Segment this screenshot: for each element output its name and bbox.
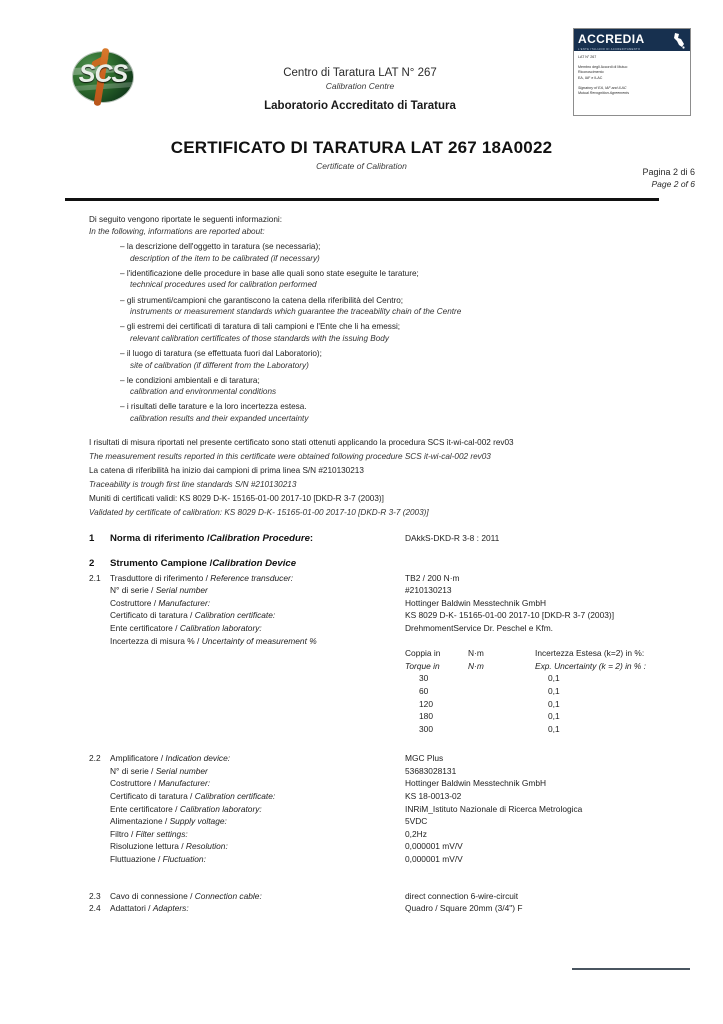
accredia-wordmark-bar <box>574 29 690 51</box>
spec-label-en: Connection cable: <box>194 890 262 901</box>
section-2-3-2-4 <box>89 890 723 915</box>
spec-label-it: Incertezza di misura % / <box>110 635 202 646</box>
spec-label-it: Certificato di taratura / <box>110 791 195 802</box>
accredia-line-it-1: Membro degli Accordi di Mutuo <box>578 65 628 70</box>
page-number <box>642 166 695 190</box>
cell-uncertainty: 0,1 <box>548 711 560 722</box>
section-1-number: 1 <box>89 532 95 544</box>
spec-row <box>89 572 723 585</box>
column-header-unit-it: N·m <box>468 648 484 659</box>
spec-row <box>89 622 723 635</box>
uncertainty-table <box>405 647 723 735</box>
list-item <box>120 295 723 318</box>
section-2-4-number: 2.4 <box>89 903 101 914</box>
spec-label-it: Cavo di connessione / <box>110 890 195 901</box>
section-2-label-it: Strumento Campione / <box>110 557 213 569</box>
section-2-2-number: 2.2 <box>89 753 101 764</box>
spec-label-en: Indication device: <box>165 753 231 764</box>
bullet-en: technical procedures used for calibration performed <box>130 280 317 290</box>
spec-value: TB2 / 200 N·m <box>405 572 460 583</box>
spec-label-it: Costruttore / <box>110 597 159 608</box>
intro-block <box>89 214 723 237</box>
section-2-label-en: Calibration Device <box>212 557 297 569</box>
traceability-line: La catena di riferibilità ha inizio dai campioni di prima linea S/N #210130213 <box>89 465 364 475</box>
bullet-en: site of calibration (if different from the Laboratory) <box>130 360 309 370</box>
bullet-en: calibration and environmental conditions <box>130 387 277 397</box>
spec-row <box>89 597 723 610</box>
spec-label-en: Manufacturer: <box>158 778 211 789</box>
spec-label-it: Ente certificatore / <box>110 803 180 814</box>
spec-label <box>110 777 405 790</box>
spec-row <box>89 765 723 778</box>
accredia-wordmark-subtitle: L'ENTE ITALIANO DI ACCREDITAMENTO <box>578 47 641 51</box>
section-2-2 <box>89 752 723 865</box>
spec-value: 0,2Hz <box>405 828 427 839</box>
accredia-line-it-3: EA, IAF e ILAC <box>578 75 603 80</box>
spec-label-en: Resolution: <box>185 841 228 852</box>
spec-row <box>89 828 723 841</box>
accredia-line-en-1: Signatory of EA, IAF and ILAC <box>578 85 627 90</box>
column-header-uncertainty-en: Exp. Uncertainty (k = 2) in % : <box>535 660 647 671</box>
table-row <box>405 710 723 723</box>
cell-unit <box>468 710 535 723</box>
bullet-en: description of the item to be calibrated (if necessary) <box>130 253 320 263</box>
spec-value: 0,000001 mV/V <box>405 854 463 865</box>
traceability-line: Traceability is trough first line standards S/N #210130213 <box>89 479 297 489</box>
column-header-torque-it: Coppia in <box>405 648 441 659</box>
intro-it: Di seguito vengono riportate le seguenti informazioni: <box>89 215 282 224</box>
bullet-en: instruments or measurement standards which guarantee the traceability chain of the Centre <box>130 307 462 317</box>
spec-label <box>110 902 405 915</box>
table-row <box>405 672 723 685</box>
page-number-en: Page 2 of 6 <box>651 179 695 189</box>
spec-label <box>110 597 405 610</box>
spec-value: DrehmomentService Dr. Peschel e Kfm. <box>405 622 554 633</box>
info-bullet-list <box>120 241 723 424</box>
cell-unit <box>468 723 535 736</box>
section-1-label-en: Calibration Procedure <box>209 532 310 544</box>
cell-uncertainty: 0,1 <box>548 685 560 696</box>
traceability-line: I risultati di misura riportati nel presente certificato sono stati ottenuti applicando la procedura SCS it-wi-cal-002 rev03 <box>89 437 514 447</box>
cell-unit <box>468 698 535 711</box>
spec-label-en: Uncertainty of measurement % <box>201 635 317 646</box>
spec-label <box>110 622 405 635</box>
spec-label <box>110 890 405 903</box>
page-title: CERTIFICATO DI TARATURA LAT 267 18A0022 <box>170 138 553 157</box>
spec-row <box>89 803 723 816</box>
spec-label-it: N° di serie / <box>110 585 156 596</box>
bullet-en: relevant calibration certificates of those standards with the issuing Body <box>130 333 389 343</box>
spec-label-en: Supply voltage: <box>169 816 227 827</box>
spec-label <box>110 609 405 622</box>
section-2-number: 2 <box>89 557 95 569</box>
centre-subtitle: Laboratorio Accreditato di Taratura <box>264 100 456 112</box>
section-2-1 <box>89 572 723 736</box>
spec-label <box>110 828 405 841</box>
spec-label-en: Serial number <box>155 765 208 776</box>
cell-torque: 300 <box>419 723 433 734</box>
section-1-colon: : <box>309 532 314 544</box>
list-item <box>120 321 723 344</box>
bullet-it: – l'identificazione delle procedure in base alle quali sono state eseguite le tarature; <box>120 268 419 278</box>
spec-row <box>89 790 723 803</box>
column-header-uncertainty-it: Incertezza Estesa (k=2) in %: <box>535 648 645 659</box>
section-2-heading <box>89 558 723 569</box>
spec-row <box>89 902 723 915</box>
page-header <box>0 0 723 120</box>
traceability-line: Validated by certificate of calibration: KS 8029 D-K- 15165-01-00 2017-10 [DKD-R 3-7 (2003)] <box>89 507 429 517</box>
spec-label-en: Calibration certificate: <box>194 791 276 802</box>
accredia-badge <box>573 28 691 116</box>
centre-title-en: Calibration Centre <box>325 81 395 91</box>
accredia-fine-print <box>574 51 690 96</box>
spec-label-it: Costruttore / <box>110 778 159 789</box>
bullet-it: – le condizioni ambientali e di taratura; <box>120 375 260 385</box>
spec-row <box>89 853 723 866</box>
signature-line <box>572 968 690 970</box>
spec-label-en: Fluctuation: <box>162 854 206 865</box>
document-body <box>0 214 723 915</box>
page-title-en: Certificate of Calibration <box>316 161 407 171</box>
bullet-it: – gli estremi dei certificati di taratura di tali campioni e l'Ente che li ha emessi; <box>120 322 401 332</box>
cell-unit <box>468 685 535 698</box>
section-1-heading <box>89 533 723 544</box>
accredia-wordmark: ACCREDIA <box>578 31 645 46</box>
spec-row <box>89 890 723 903</box>
centre-title-it: Centro di Taratura LAT N° 267 <box>283 67 437 79</box>
spec-label-it: Risoluzione lettura / <box>110 841 186 852</box>
spec-value: MGC Plus <box>405 753 444 764</box>
column-header-torque-en: Torque in <box>405 660 440 671</box>
spec-label-en: Calibration laboratory: <box>179 622 262 633</box>
spec-label-it: Alimentazione / <box>110 816 170 827</box>
spec-row <box>89 635 723 648</box>
centre-heading <box>180 66 540 113</box>
spec-label <box>110 853 405 866</box>
spec-value: KS 8029 D-K- 15165-01-00 2017-10 [DKD-R 3-7 (2003)] <box>405 610 615 621</box>
scs-logo <box>73 48 135 106</box>
traceability-block <box>89 437 723 519</box>
spec-label <box>110 765 405 778</box>
column-header-unit-en: N·m <box>468 660 484 671</box>
spec-value: direct connection 6-wire-circuit <box>405 890 519 901</box>
bullet-en: calibration results and their expanded uncertainty <box>130 413 309 423</box>
spec-label-it: Filtro / <box>110 828 136 839</box>
bullet-it: – i risultati delle tarature e la loro incertezza estesa. <box>120 402 307 412</box>
spec-label-en: Calibration laboratory: <box>179 803 262 814</box>
table-row <box>405 698 723 711</box>
table-row <box>405 685 723 698</box>
section-1 <box>89 533 723 544</box>
spec-row <box>89 584 723 597</box>
cell-torque: 60 <box>419 685 429 696</box>
intro-en: In the following, informations are reported about: <box>89 226 265 236</box>
cell-torque: 30 <box>419 673 429 684</box>
spec-value: Hottinger Baldwin Messtechnik GmbH <box>405 778 547 789</box>
table-header-en <box>405 660 723 673</box>
section-1-label-it: Norma di riferimento / <box>110 532 210 544</box>
cell-uncertainty: 0,1 <box>548 698 560 709</box>
list-item <box>120 348 723 371</box>
bullet-it: – il luogo di taratura (se effettuata fuori dal Laboratorio); <box>120 348 322 358</box>
spec-label-it: N° di serie / <box>110 765 156 776</box>
spec-row <box>89 777 723 790</box>
spec-value: Quadro / Square 20mm (3/4") F <box>405 903 523 914</box>
spec-label <box>110 584 405 597</box>
section-2-1-number: 2.1 <box>89 572 101 583</box>
spec-label <box>110 815 405 828</box>
list-item <box>120 375 723 398</box>
cell-unit <box>468 672 535 685</box>
spec-value: 5VDC <box>405 816 428 827</box>
list-item <box>120 401 723 424</box>
cell-torque: 120 <box>419 698 433 709</box>
bullet-it: – la descrizione dell'oggetto in taratura (se necessaria); <box>120 242 321 252</box>
cell-uncertainty: 0,1 <box>548 723 560 734</box>
spec-label-it: Fluttuazione / <box>110 854 163 865</box>
header-divider <box>65 198 659 201</box>
spec-row <box>89 840 723 853</box>
spec-label <box>110 572 405 585</box>
table-header-it <box>405 647 723 660</box>
spec-label-en: Calibration certificate: <box>194 610 276 621</box>
list-item <box>120 268 723 291</box>
page-number-it: Pagina 2 di 6 <box>642 167 695 177</box>
spec-row <box>89 609 723 622</box>
accredia-line-en-2: Mutual Recognition Agreements <box>578 91 630 96</box>
spec-label <box>110 790 405 803</box>
cell-uncertainty: 0,1 <box>548 673 560 684</box>
spec-row <box>89 752 723 765</box>
spec-label <box>110 803 405 816</box>
section-2-3-number: 2.3 <box>89 890 101 901</box>
spec-label-en: Serial number <box>155 585 208 596</box>
spec-value: 0,000001 mV/V <box>405 841 463 852</box>
section-1-value: DAkkS-DKD-R 3-8 : 2011 <box>405 532 500 543</box>
spec-label-it: Amplificatore / <box>110 753 166 764</box>
spec-value: #210130213 <box>405 585 452 596</box>
list-item <box>120 241 723 264</box>
spec-value: KS 18-0013-02 <box>405 791 462 802</box>
bullet-it: – gli strumenti/campioni che garantiscono la catena della riferibilità del Centro; <box>120 295 404 305</box>
scs-logo-text: SCS <box>78 60 128 88</box>
spec-label <box>110 840 405 853</box>
spec-label-en: Adapters: <box>152 903 189 914</box>
spec-value: 53683028131 <box>405 765 457 776</box>
spec-row <box>89 815 723 828</box>
spec-label-en: Reference transducer: <box>210 572 294 583</box>
spec-label-en: Filter settings: <box>135 828 188 839</box>
italy-map-icon <box>672 32 686 49</box>
accredia-line-it-2: Riconoscimento <box>578 70 604 75</box>
spec-label <box>110 752 405 765</box>
spec-label <box>110 635 405 648</box>
traceability-line: The measurement results reported in this certificate were obtained following procedure SCS it-wi-cal-002 rev03 <box>89 451 491 461</box>
traceability-line: Muniti di certificati validi: KS 8029 D-K- 15165-01-00 2017-10 [DKD-R 3-7 (2003)] <box>89 493 384 503</box>
cell-torque: 180 <box>419 711 433 722</box>
spec-label-it: Trasduttore di riferimento / <box>110 572 211 583</box>
accredia-lat-number: LAT N° 267 <box>578 55 597 59</box>
spec-label-it: Certificato di taratura / <box>110 610 195 621</box>
spec-label-en: Manufacturer: <box>158 597 211 608</box>
certificate-title-block <box>0 138 723 171</box>
table-row <box>405 723 723 736</box>
spec-label-it: Ente certificatore / <box>110 622 180 633</box>
spec-value: Hottinger Baldwin Messtechnik GmbH <box>405 597 547 608</box>
spec-label-it: Adattatori / <box>110 903 153 914</box>
spec-value: INRiM_Istituto Nazionale di Ricerca Metrologica <box>405 803 583 814</box>
section-2 <box>89 558 723 915</box>
